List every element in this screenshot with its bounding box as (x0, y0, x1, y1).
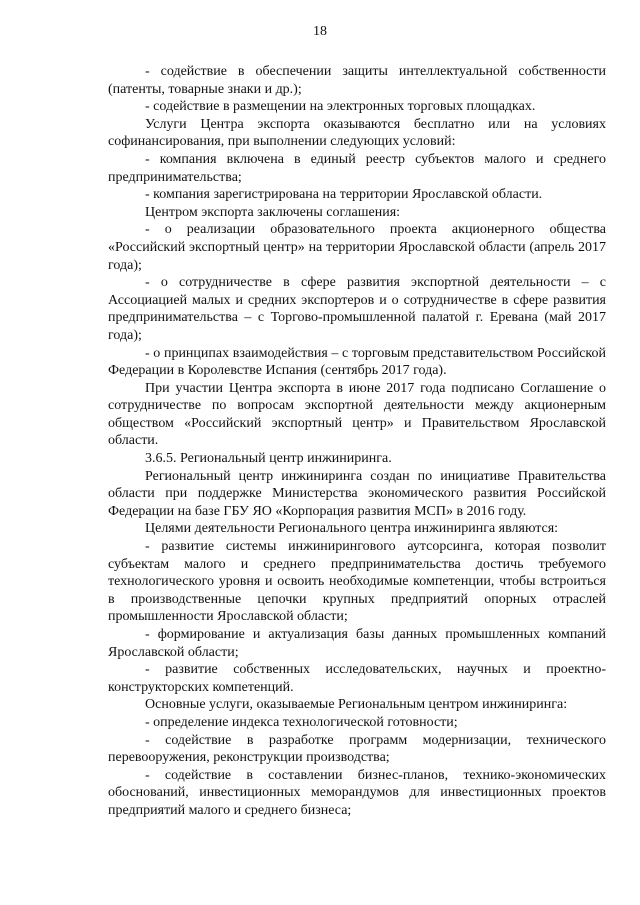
body-text (108, 63, 606, 820)
paragraph: - компания зарегистрирована на территории Ярославской области. (145, 187, 543, 203)
paragraph: - содействие в обеспечении защиты интеллектуальной собственности (патенты, товарные знаки и др.); (108, 64, 606, 97)
paragraph: При участии Центра экспорта в июне 2017 года подписано Соглашение о сотрудничестве по вопросам экспортной деятельности между акционерным обществом «Российский экспортный центр» и Правительством Ярославской области. (108, 380, 606, 449)
paragraph: - развитие собственных исследовательских, научных и проектно-конструкторских компетенций. (108, 662, 606, 695)
paragraph: - о сотрудничестве в сфере развития экспортной деятельности – с Ассоциацией малых и средних экспортеров и о сотрудничестве в сфере развития предпринимательства – с Торгово-промышленной палатой г. Еревана (май 2017 года); (108, 275, 606, 343)
paragraph: - формирование и актуализация базы данных промышленных компаний Ярославской области; (108, 627, 606, 660)
paragraph: - содействие в разработке программ модернизации, технического перевооружения, реконструкции производства; (108, 732, 606, 766)
page-number: 18 (313, 24, 327, 39)
paragraph: - содействие в составлении бизнес-планов, технико-экономических обоснований, инвестиционных меморандумов для инвестиционных проектов предприятий малого и среднего бизнеса; (108, 767, 606, 818)
section-heading: 3.6.5. Региональный центр инжиниринга. (145, 451, 392, 467)
paragraph: - содействие в размещении на электронных торговых площадках. (145, 99, 536, 115)
paragraph: - определение индекса технологической готовности; (145, 714, 458, 730)
paragraph: Центром экспорта заключены соглашения: (145, 204, 401, 220)
paragraph: Целями деятельности Регионального центра инжиниринга являются: (145, 521, 559, 537)
paragraph: - о принципах взаимодействия – с торговым представительством Российской Федерации в Королевстве Испания (сентябрь 2017 года). (108, 345, 606, 379)
paragraph: Услуги Центра экспорта оказываются бесплатно или на условиях софинансирования, при выполнении следующих условий: (108, 116, 606, 150)
paragraph: Основные услуги, оказываемые Региональным центром инжиниринга: (145, 697, 568, 713)
paragraph: - компания включена в единый реестр субъектов малого и среднего предпринимательства; (108, 151, 606, 185)
paragraph: - развитие системы инжинирингового аутсорсинга, которая позволит субъектам малого и среднего предпринимательства достичь требуемого технологического уровня и освоить необходимые компетенции, чтобы встроиться в производственные цепочки крупных предприятий опорных отраслей промышленности Ярославской области; (108, 539, 606, 625)
paragraph: - о реализации образовательного проекта акционерного общества «Российский экспортный центр» на территории Ярославской области (апрель 2017 года); (108, 222, 606, 273)
paragraph: Региональный центр инжиниринга создан по инициативе Правительства области при поддержке Министерства экономического развития Российской Федерации на базе ГБУ ЯО «Корпорация развития МСП» в 2016 году. (108, 468, 606, 519)
